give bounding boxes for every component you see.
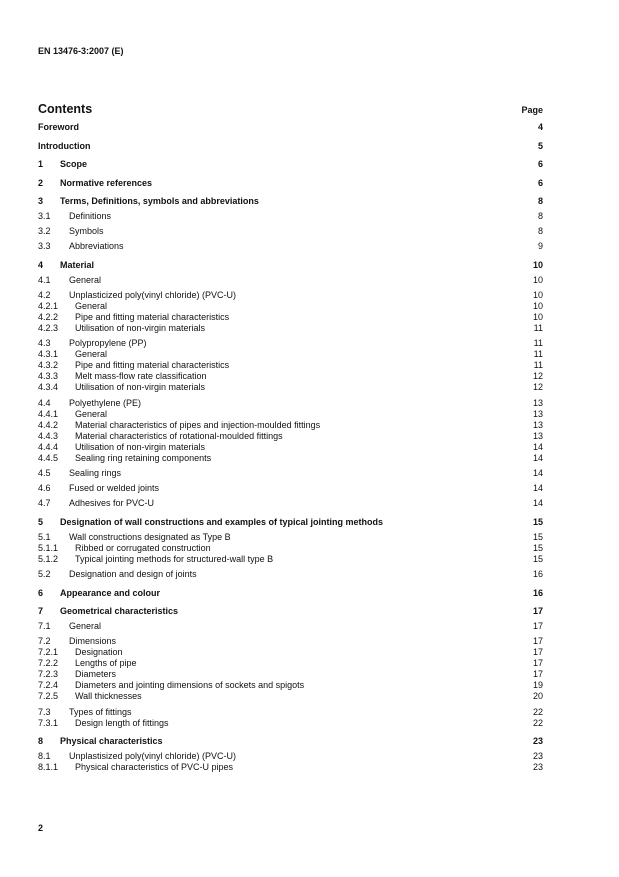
toc-entry-title: Typical jointing methods for structured-wall type B bbox=[75, 553, 274, 564]
toc-entry-page: 22 bbox=[532, 706, 543, 717]
toc-entry[interactable] bbox=[38, 588, 543, 599]
toc-entry[interactable] bbox=[38, 736, 543, 747]
toc-entry-number: 4.4.1 bbox=[38, 408, 59, 419]
toc-entry-number: 4.2.3 bbox=[38, 322, 59, 333]
toc-entry-title: General bbox=[75, 408, 108, 419]
toc-entry[interactable] bbox=[38, 498, 543, 509]
toc-entry-page: 17 bbox=[532, 669, 543, 679]
toc-entry-page: 23 bbox=[532, 736, 543, 746]
toc-entry-page: 12 bbox=[532, 371, 543, 381]
toc-entry-page: 19 bbox=[532, 680, 543, 690]
toc-entry[interactable] bbox=[38, 669, 543, 680]
toc-entry[interactable] bbox=[38, 453, 543, 464]
toc-entry-number: 7.2.1 bbox=[38, 647, 59, 657]
toc-entry-number: 4.4.2 bbox=[38, 419, 59, 430]
toc-entry[interactable] bbox=[38, 301, 543, 312]
toc-entry[interactable] bbox=[38, 569, 543, 580]
toc-entry[interactable] bbox=[38, 178, 543, 189]
toc-entry-number: 2 bbox=[38, 177, 44, 188]
toc-entry-number: 4.4.4 bbox=[38, 441, 59, 452]
toc-page-label: Page bbox=[521, 105, 543, 115]
toc-entry-title: Adhesives for PVC-U bbox=[69, 498, 155, 508]
toc-entry-title: Scope bbox=[60, 159, 88, 169]
toc-entry-title: Design length of fittings bbox=[75, 717, 169, 728]
toc-entry[interactable] bbox=[38, 398, 543, 409]
toc-entry-number: 7 bbox=[38, 606, 44, 616]
toc-entry[interactable] bbox=[38, 382, 543, 393]
toc-entry-title: Polyethylene (PE) bbox=[69, 397, 142, 408]
toc-entry-title: Physical characteristics of PVC-U pipes bbox=[75, 762, 234, 772]
toc-entry-page: 17 bbox=[532, 647, 543, 657]
toc-entry[interactable] bbox=[38, 751, 543, 762]
toc-entry-title: Melt mass-flow rate classification bbox=[75, 371, 207, 381]
toc-entry-number: 7.3.1 bbox=[38, 717, 59, 728]
toc-entry-number: 5 bbox=[38, 516, 44, 527]
page-number: 2 bbox=[38, 823, 44, 833]
toc-entry-page: 15 bbox=[532, 553, 543, 564]
toc-entry-number: 4.2.1 bbox=[38, 300, 59, 311]
toc-entry-page: 15 bbox=[532, 542, 543, 553]
toc-entry-title: Sealing ring retaining components bbox=[75, 452, 212, 463]
toc-entry-title: Material bbox=[60, 259, 95, 270]
toc-entry-title: Types of fittings bbox=[69, 706, 132, 717]
toc-entry-page: 11 bbox=[533, 349, 543, 359]
toc-entry[interactable] bbox=[38, 196, 543, 207]
toc-entry-page: 23 bbox=[532, 762, 543, 772]
toc-entry-number: 7.2.5 bbox=[38, 691, 59, 701]
toc-entry-title: Sealing rings bbox=[69, 468, 122, 478]
toc-entry-page: 11 bbox=[533, 338, 543, 348]
document-id: EN 13476-3:2007 (E) bbox=[38, 46, 124, 56]
toc-entry-page: 14 bbox=[532, 483, 543, 493]
toc-entry-number: 8.1 bbox=[38, 751, 51, 761]
toc-entry-page: 15 bbox=[532, 531, 543, 542]
toc-entry[interactable] bbox=[38, 211, 543, 222]
toc-entry-number: 5.1 bbox=[38, 531, 51, 542]
toc-entry-page: 8 bbox=[537, 196, 543, 206]
toc-entry[interactable] bbox=[38, 691, 543, 702]
toc-entry-title: Dimensions bbox=[69, 636, 117, 646]
toc-entry[interactable] bbox=[38, 420, 543, 431]
toc-entry-number: 4.5 bbox=[38, 468, 51, 478]
toc-entry-page: 6 bbox=[537, 177, 543, 188]
toc-entry-title: Ribbed or corrugated construction bbox=[75, 542, 211, 553]
toc-entry-title: Pipe and fitting material characteristics bbox=[75, 311, 230, 322]
toc-entry-number: 4.3.3 bbox=[38, 371, 59, 381]
toc-entry-page: 8 bbox=[537, 226, 543, 236]
toc-entry-number: 4.2 bbox=[38, 289, 51, 300]
toc-entry-title: Abbreviations bbox=[69, 241, 124, 251]
toc-entry[interactable] bbox=[38, 707, 543, 718]
toc-entry[interactable] bbox=[38, 718, 543, 729]
toc-entry-title: Wall constructions designated as Type B bbox=[69, 531, 231, 542]
toc-entry-number: 7.2 bbox=[38, 636, 51, 646]
toc-entry-title: Unplasticized poly(vinyl chloride) (PVC-U) bbox=[69, 289, 237, 300]
toc-entry-title: Unplastisized poly(vinyl chloride) (PVC-U) bbox=[69, 751, 237, 761]
toc-entry[interactable] bbox=[38, 275, 543, 286]
toc-entry-title: Pipe and fitting material characteristics bbox=[75, 360, 230, 370]
toc-entry-number: 4.4.3 bbox=[38, 430, 59, 441]
toc-entry[interactable] bbox=[38, 431, 543, 442]
toc-entry-title: General bbox=[69, 274, 102, 285]
toc-entry-title: Diameters bbox=[75, 669, 117, 679]
toc-entry-page: 14 bbox=[532, 468, 543, 478]
toc-entry[interactable] bbox=[38, 312, 543, 323]
toc-entry-page: 10 bbox=[532, 300, 543, 311]
toc-entry-title: Utilisation of non-virgin materials bbox=[75, 382, 206, 392]
toc-entry-title: General bbox=[75, 300, 108, 311]
toc-entry-page: 5 bbox=[537, 140, 543, 151]
toc-entry[interactable] bbox=[38, 532, 543, 543]
toc-entry-number: 4.3 bbox=[38, 338, 51, 348]
toc-entry[interactable] bbox=[38, 554, 543, 565]
toc-entry-title: General bbox=[75, 349, 108, 359]
toc-entry-page: 20 bbox=[532, 691, 543, 701]
toc-entry-page: 10 bbox=[532, 259, 543, 270]
toc-entry-title: Definitions bbox=[69, 211, 112, 221]
toc-entry-page: 15 bbox=[532, 516, 543, 527]
toc-entry-page: 13 bbox=[532, 408, 543, 419]
toc-entry[interactable] bbox=[38, 226, 543, 237]
toc-entry-page: 14 bbox=[532, 452, 543, 463]
toc-entry-number: 4.1 bbox=[38, 274, 51, 285]
toc-heading-row bbox=[38, 102, 543, 116]
toc-entry[interactable] bbox=[38, 680, 543, 691]
toc-entry-page: 17 bbox=[532, 658, 543, 668]
toc-entry-page: 13 bbox=[532, 430, 543, 441]
toc-entry[interactable] bbox=[38, 658, 543, 669]
toc-entry[interactable] bbox=[38, 636, 543, 647]
toc-entry-title: Lengths of pipe bbox=[75, 658, 137, 668]
toc-entry-page: 14 bbox=[532, 441, 543, 452]
toc-entry-page: 9 bbox=[537, 241, 543, 251]
toc-entry[interactable] bbox=[38, 141, 543, 152]
toc-entry-page: 12 bbox=[532, 382, 543, 392]
toc-entry-title: Designation bbox=[75, 647, 123, 657]
toc-entry-title: Fused or welded joints bbox=[69, 483, 160, 493]
toc-entry-title: Terms, Definitions, symbols and abbreviations bbox=[60, 196, 259, 206]
toc-entry-number: 1 bbox=[38, 159, 44, 169]
toc-entry[interactable] bbox=[38, 159, 543, 170]
toc-entry-number: 3.3 bbox=[38, 241, 51, 251]
toc-entry-page: 13 bbox=[532, 419, 543, 430]
toc-entry-page: 16 bbox=[532, 569, 543, 579]
toc-entry[interactable] bbox=[38, 323, 543, 334]
toc-entry-page: 13 bbox=[532, 397, 543, 408]
toc-entry-page: 4 bbox=[537, 122, 543, 132]
toc-entry-number: 7.3 bbox=[38, 706, 51, 717]
toc-entry-page: 10 bbox=[532, 274, 543, 285]
toc-entry-number: 4.3.4 bbox=[38, 382, 59, 392]
toc-entry[interactable] bbox=[38, 349, 543, 360]
toc-entry[interactable] bbox=[38, 360, 543, 371]
toc-entry-page: 23 bbox=[532, 751, 543, 761]
toc-entry[interactable] bbox=[38, 241, 543, 252]
toc-entry[interactable] bbox=[38, 606, 543, 617]
toc-entry-number: 4 bbox=[38, 259, 44, 270]
toc-entry[interactable] bbox=[38, 442, 543, 453]
toc-entry-title: Polypropylene (PP) bbox=[69, 338, 147, 348]
toc-entry-number: 3.2 bbox=[38, 226, 51, 236]
toc-entry-page: 11 bbox=[533, 360, 543, 370]
toc-entry-title: Diameters and jointing dimensions of sockets and spigots bbox=[75, 680, 305, 690]
toc-entry-title: Designation of wall constructions and examples of typical jointing methods bbox=[60, 516, 384, 527]
toc-entry-page: 10 bbox=[532, 289, 543, 300]
toc-entry-number: 4.7 bbox=[38, 498, 51, 508]
toc-entry-title: Utilisation of non-virgin materials bbox=[75, 322, 206, 333]
toc-entry-page: 10 bbox=[532, 311, 543, 322]
toc-entry[interactable] bbox=[38, 483, 543, 494]
toc-entry-page: 16 bbox=[532, 587, 543, 598]
toc-entry-title: Geometrical characteristics bbox=[60, 606, 179, 616]
toc-entry-title: Wall thicknesses bbox=[75, 691, 142, 701]
toc-entry-number: 3 bbox=[38, 196, 44, 206]
toc-entry-page: 6 bbox=[537, 159, 543, 169]
toc-entry-title: Normative references bbox=[60, 177, 153, 188]
toc-entry-number: 5.2 bbox=[38, 569, 51, 579]
toc-entry-title: Physical characteristics bbox=[60, 736, 163, 746]
toc-entry-number: 4.2.2 bbox=[38, 311, 59, 322]
toc-entry[interactable] bbox=[38, 543, 543, 554]
toc-entry-title: General bbox=[69, 621, 102, 631]
toc-entry-number: 3.1 bbox=[38, 211, 51, 221]
toc-entry[interactable] bbox=[38, 762, 543, 773]
toc-entry-number: 7.2.4 bbox=[38, 680, 59, 690]
toc-entry[interactable] bbox=[38, 338, 543, 349]
toc-entry-number: 4.3.1 bbox=[38, 349, 59, 359]
table-of-contents bbox=[38, 122, 543, 773]
toc-entry-title: Foreword bbox=[38, 122, 80, 132]
toc-entry[interactable] bbox=[38, 517, 543, 528]
toc-entry-title: Material characteristics of rotational-moulded fittings bbox=[75, 430, 283, 441]
toc-entry-page: 8 bbox=[537, 211, 543, 221]
toc-entry-number: 8.1.1 bbox=[38, 762, 59, 772]
toc-entry[interactable] bbox=[38, 122, 543, 133]
toc-entry[interactable] bbox=[38, 468, 543, 479]
toc-entry[interactable] bbox=[38, 409, 543, 420]
toc-entry[interactable] bbox=[38, 621, 543, 632]
toc-entry-title: Introduction bbox=[38, 140, 91, 151]
toc-entry-number: 8 bbox=[38, 736, 44, 746]
toc-entry-number: 4.4 bbox=[38, 397, 51, 408]
toc-entry-number: 5.1.1 bbox=[38, 542, 59, 553]
toc-entry[interactable] bbox=[38, 371, 543, 382]
toc-entry-page: 17 bbox=[532, 606, 543, 616]
toc-title: Contents bbox=[38, 102, 93, 116]
toc-entry-title: Designation and design of joints bbox=[69, 569, 197, 579]
toc-entry-page: 22 bbox=[532, 717, 543, 728]
toc-entry-number: 6 bbox=[38, 587, 44, 598]
toc-entry-page: 14 bbox=[532, 498, 543, 508]
toc-entry-number: 5.1.2 bbox=[38, 553, 59, 564]
toc-entry-page: 11 bbox=[533, 322, 543, 333]
toc-entry-title: Material characteristics of pipes and injection-moulded fittings bbox=[75, 419, 321, 430]
toc-entry-number: 7.1 bbox=[38, 621, 51, 631]
toc-entry-number: 7.2.2 bbox=[38, 658, 59, 668]
toc-entry[interactable] bbox=[38, 290, 543, 301]
toc-entry-page: 17 bbox=[532, 636, 543, 646]
toc-entry-number: 4.3.2 bbox=[38, 360, 59, 370]
toc-entry-title: Appearance and colour bbox=[60, 587, 161, 598]
toc-entry-title: Utilisation of non-virgin materials bbox=[75, 441, 206, 452]
toc-entry[interactable] bbox=[38, 647, 543, 658]
toc-entry-number: 4.4.5 bbox=[38, 452, 59, 463]
toc-entry-title: Symbols bbox=[69, 226, 104, 236]
toc-entry-number: 7.2.3 bbox=[38, 669, 59, 679]
toc-entry-page: 17 bbox=[532, 621, 543, 631]
toc-entry[interactable] bbox=[38, 260, 543, 271]
toc-entry-number: 4.6 bbox=[38, 483, 51, 493]
